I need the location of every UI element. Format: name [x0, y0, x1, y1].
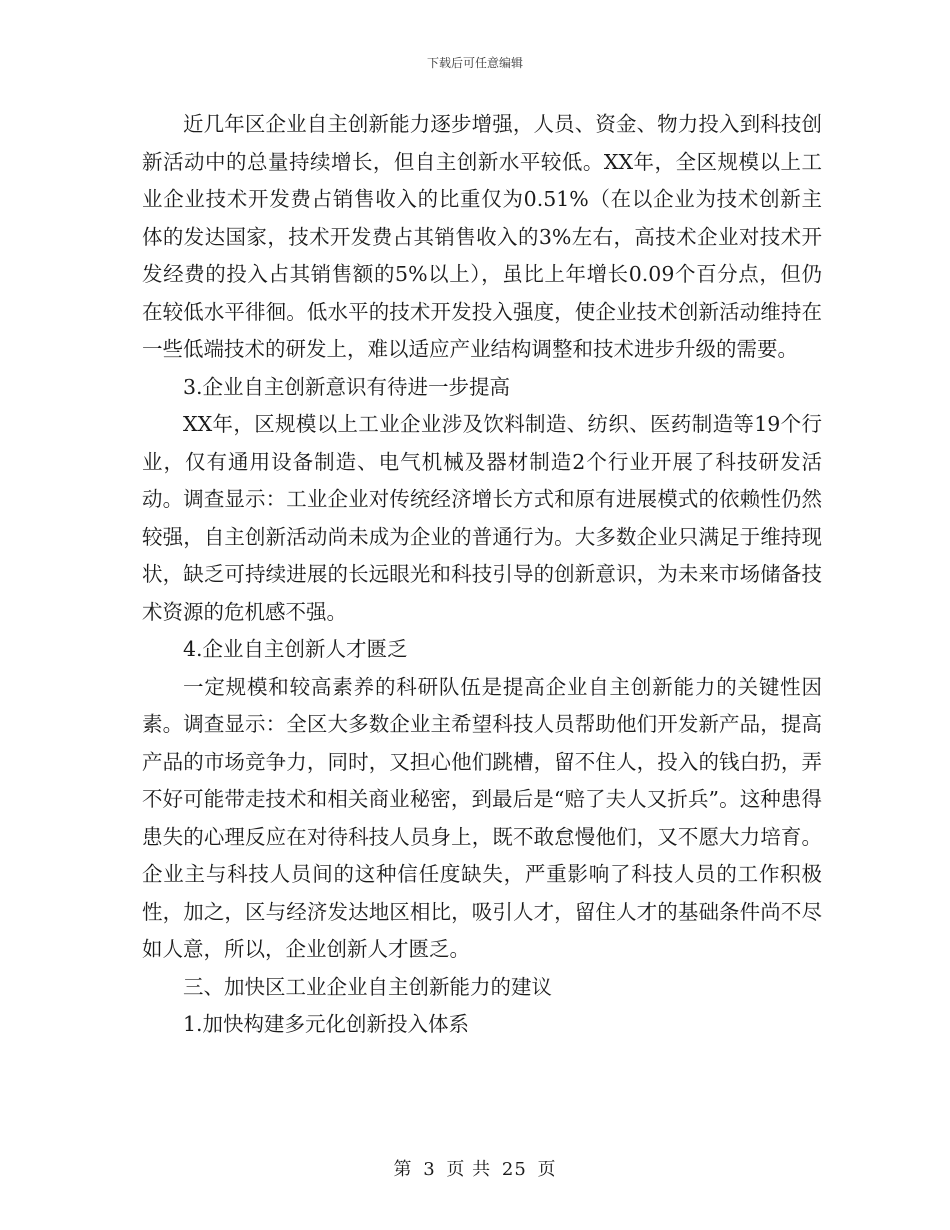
paragraph-awareness: XX年，区规模以上工业企业涉及饮料制造、纺织、医药制造等19个行业，仅有通用设备制造、电气机械及器材制造2个行业开展了科技研发活动。调查显示：工业企业对传统经济增长方式和原有进展模式的依赖性仍然较强，自主创新活动尚未成为企业的普通行为。大多数企业只满足于维持现状，缺乏可持续进展的长远眼光和科技引导的创新意识，为未来市场储备技术资源的危机感不强。 [142, 412, 822, 624]
paragraph-investment: 近几年区企业自主创新能力逐步增强，人员、资金、物力投入到科技创新活动中的总量持续增长，但自主创新水平较低。XX年，全区规模以上工业企业技术开发费占销售收入的比重仅为0.51%（在以企业为技术创新主体的发达国家，技术开发费占其销售收入的3%左右，高技术企业对技术开发经费的投入占其销售额的5%以上），虽比上年增长0.09个百分点，但仍在较低水平徘徊。低水平的技术开发投入强度，使企业技术创新活动维持在一些低端技术的研发上，难以适应产业结构调整和技术进步升级的需要。 [142, 112, 822, 361]
heading-talent-shortage: 4.企业自主创新人才匮乏 [183, 637, 408, 661]
footer-mid: 页 共 [446, 1159, 492, 1180]
footer-suffix: 页 [537, 1159, 557, 1180]
footer-prefix: 第 [393, 1159, 413, 1180]
paragraph-talent: 一定规模和较高素养的科研队伍是提高企业自主创新能力的关键性因素。调查显示：全区大多数企业主希望科技人员帮助他们开发新产品，提高产品的市场竞争力，同时，又担心他们跳槽，留不住人，投入的钱白扔，弄不好可能带走技术和相关商业秘密，到最后是“赔了夫人又折兵”。这种患得患失的心理反应在对待科技人员身上，既不敢怠慢他们，又不愿大力培育。企业主与科技人员间的这种信任度缺失，严重影响了科技人员的工作积极性，加之，区与经济发达地区相比，吸引人才，留住人才的基础条件尚不尽如人意，所以，企业创新人才匮乏。 [142, 674, 822, 961]
footer-page-number: 3 [423, 1159, 436, 1180]
document-body [142, 106, 822, 1044]
page-footer [0, 1155, 950, 1181]
section-heading-suggestions: 三、加快区工业企业自主创新能力的建议 [183, 974, 552, 999]
header-note: 下载后可任意编辑 [426, 56, 523, 70]
heading-investment-system: 1.加快构建多元化创新投入体系 [183, 1012, 470, 1036]
footer-total-pages: 25 [501, 1159, 527, 1180]
heading-innovation-awareness: 3.企业自主创新意识有待进一步提高 [183, 374, 511, 399]
